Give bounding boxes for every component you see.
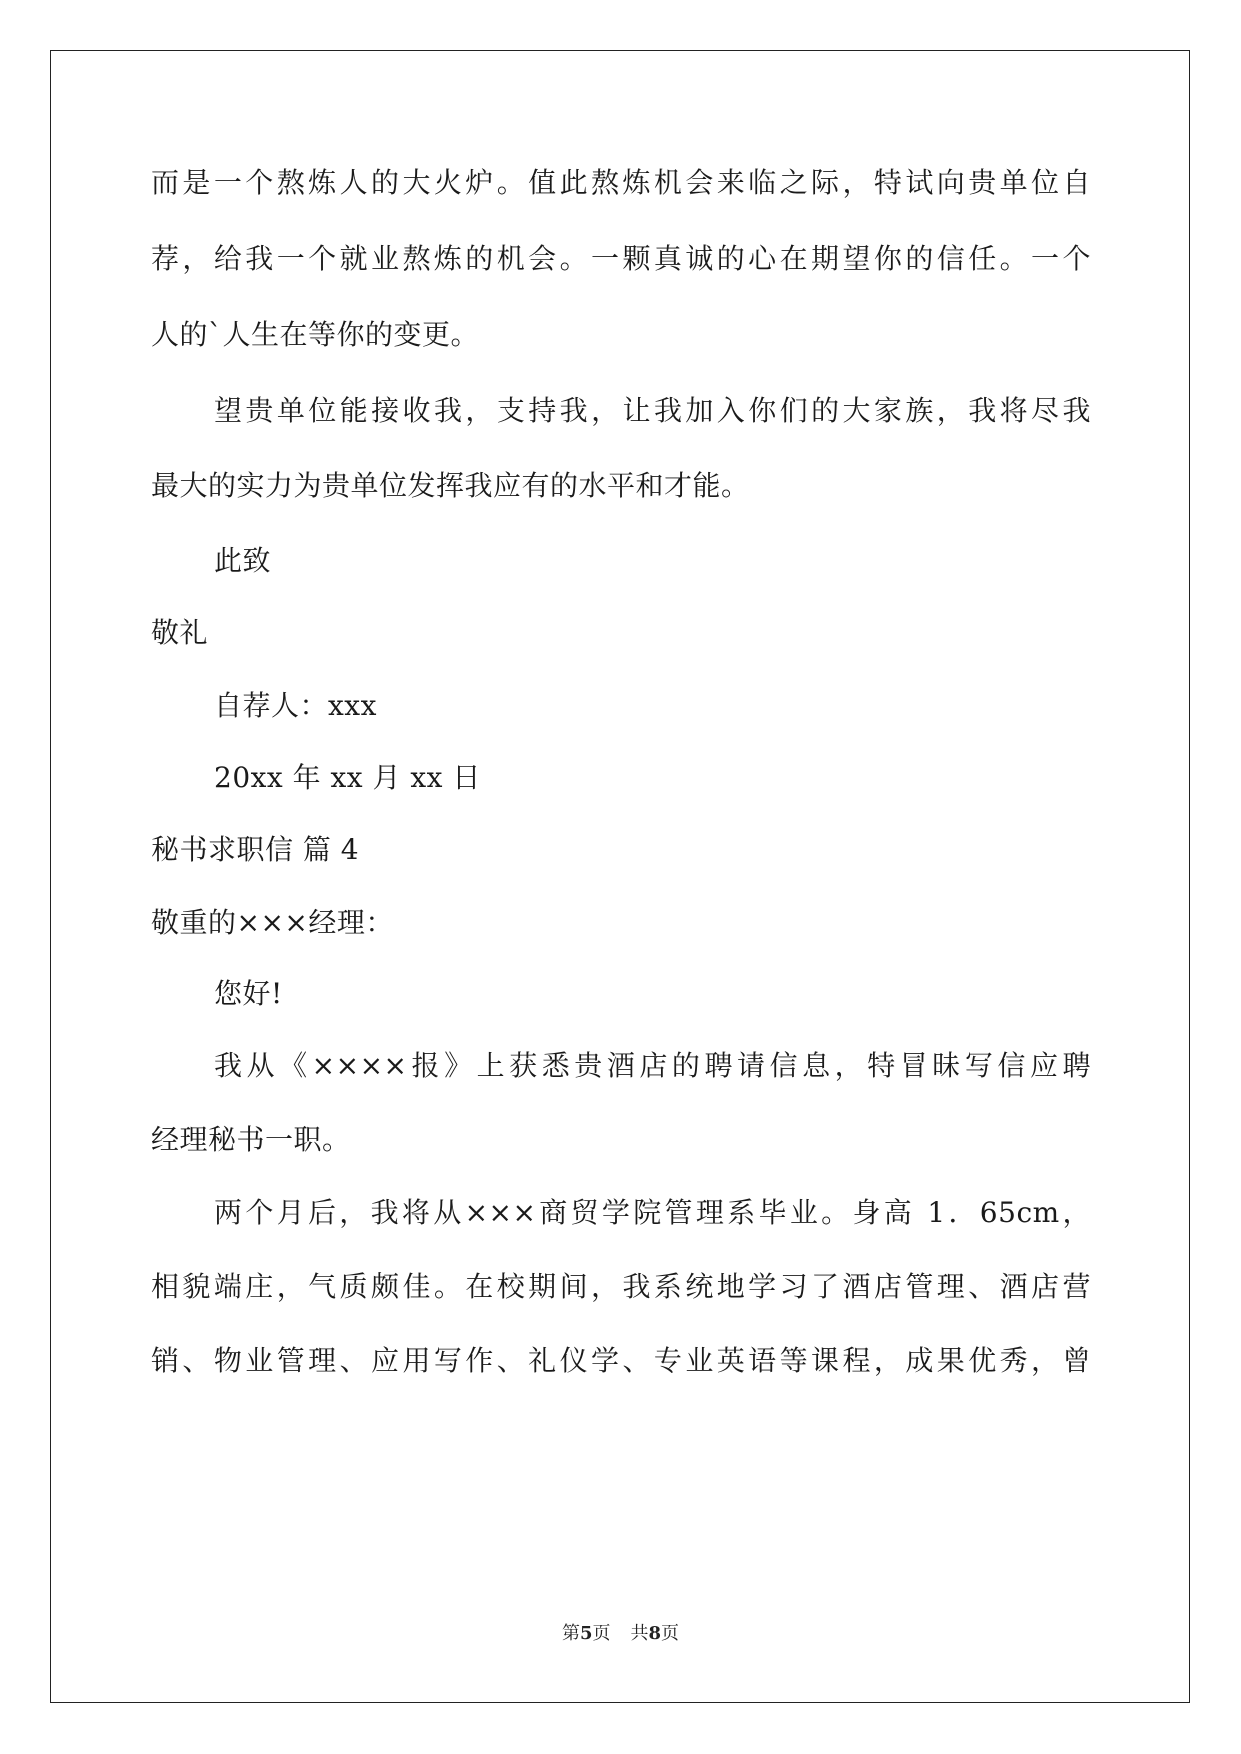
paragraph-line: 经理秘书一职。 — [151, 1123, 351, 1156]
closing-salutation: 此致 — [214, 544, 272, 577]
footer-page-suffix: 页 — [592, 1623, 611, 1644]
footer-total-suffix: 页 — [661, 1623, 680, 1644]
paragraph-line: 人的`人生在等你的变更。 — [151, 318, 480, 351]
section-heading: 秘书求职信 篇 4 — [151, 833, 360, 866]
paragraph-line: 两个月后，我将从×××商贸学院管理系毕业。身高 1．65cm， — [214, 1196, 1091, 1229]
footer-total-prefix: 共 — [630, 1623, 649, 1644]
total-page-number: 8 — [648, 1623, 662, 1644]
paragraph-line: 最大的实力为贵单位发挥我应有的水平和才能。 — [151, 469, 750, 502]
paragraph-line: 相貌端庄，气质颇佳。在校期间，我系统地学习了酒店管理、酒店营 — [151, 1270, 1091, 1303]
date-line: 20xx 年 xx 月 xx 日 — [214, 761, 481, 794]
footer-prefix: 第 — [561, 1623, 580, 1644]
page-frame — [50, 50, 1190, 1703]
paragraph-line: 我从《××××报》上获悉贵酒店的聘请信息，特冒昧写信应聘 — [214, 1049, 1091, 1082]
signature-line: 自荐人：xxx — [214, 689, 377, 722]
current-page-number: 5 — [579, 1623, 593, 1644]
page-footer — [0, 1622, 1241, 1646]
paragraph-line: 而是一个熬炼人的大火炉。值此熬炼机会来临之际，特试向贵单位自 — [151, 166, 1091, 199]
paragraph-line: 望贵单位能接收我，支持我，让我加入你们的大家族，我将尽我 — [214, 394, 1091, 427]
paragraph-line: 销、物业管理、应用写作、礼仪学、专业英语等课程，成果优秀，曾 — [151, 1344, 1091, 1377]
letter-greeting-recipient: 敬重的×××经理： — [151, 906, 394, 939]
closing-regards: 敬礼 — [151, 616, 209, 649]
letter-greeting: 您好! — [214, 977, 283, 1010]
paragraph-line: 荐，给我一个就业熬炼的机会。一颗真诚的心在期望你的信任。一个 — [151, 242, 1091, 275]
